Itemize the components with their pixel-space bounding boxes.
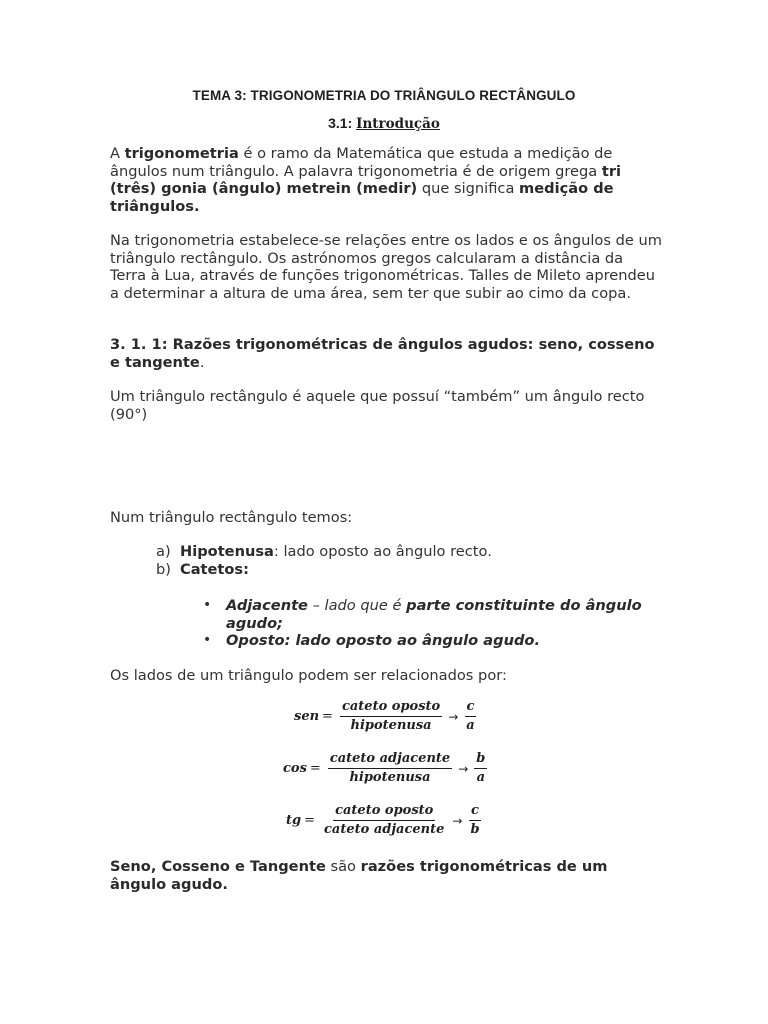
formula-result-fraction bbox=[468, 803, 481, 838]
intro-text: é o ramo da Matemática que estuda a medição de ângulos num triângulo. A palavra trigonometria é de origem grega bbox=[110, 145, 613, 180]
right-triangle-definition: Um triângulo rectângulo é aquele que possuí “também” um ângulo recto (90°) bbox=[110, 388, 645, 423]
formula-equals: = bbox=[309, 761, 321, 776]
intro-paragraph-1 bbox=[110, 145, 662, 215]
formula-fraction bbox=[328, 751, 452, 786]
list-bold: Catetos: bbox=[180, 561, 249, 578]
subtitle-number: 3.1: bbox=[328, 115, 357, 131]
formula-result-denominator: a bbox=[466, 718, 475, 733]
section-subtitle bbox=[0, 115, 768, 134]
formula-function-name: cos bbox=[283, 761, 307, 776]
list-text: : lado oposto ao ângulo recto. bbox=[273, 543, 492, 560]
conclusion-bold: Seno, Cosseno e Tangente bbox=[110, 858, 326, 875]
right-arrow-icon: → bbox=[452, 813, 463, 828]
conclusion-text: são bbox=[325, 858, 361, 875]
formula-denominator: hipotenusa bbox=[349, 770, 431, 785]
intro-text: que significa bbox=[417, 180, 520, 197]
formula-numerator: cateto oposto bbox=[340, 699, 442, 717]
formula-equals: = bbox=[304, 813, 316, 828]
document-title: TEMA 3: TRIGONOMETRIA DO TRIÂNGULO RECTÂNGULO bbox=[192, 88, 576, 103]
bullet-bold-italic: Oposto: lado oposto ao ângulo agudo bbox=[226, 632, 535, 649]
formula-cosine bbox=[283, 751, 491, 786]
formula-tangent bbox=[286, 803, 486, 838]
bullet-bold-italic: . bbox=[534, 632, 540, 649]
intro-bold-etymology: tri (três) gonia (ângulo) metrein (medir) bbox=[110, 162, 622, 197]
section-heading bbox=[110, 336, 662, 371]
intro-bold-term: trigonometria bbox=[124, 145, 239, 162]
formula-denominator: cateto adjacente bbox=[324, 822, 445, 837]
intro-paragraph-2: Na trigonometria estabelece-se relações entre os lados e os ângulos de um triângulo rectângulo. Os astrónomos gregos calcularam a distância da Terra à Lua, através de funções trigonométricas. Talles de Mileto aprendeu a determinar a altura de uma área, sem ter que subir ao cimo da copa. bbox=[110, 232, 662, 302]
right-arrow-icon: → bbox=[458, 761, 469, 776]
formula-sine bbox=[294, 699, 481, 734]
bullet-bold-italic: Adjacente bbox=[226, 597, 308, 614]
bullet-item-opposite bbox=[226, 632, 662, 650]
section-heading-end: . bbox=[199, 353, 205, 371]
bullet-icon: • bbox=[203, 632, 212, 648]
conclusion-paragraph bbox=[110, 858, 662, 893]
formula-result-denominator: a bbox=[476, 770, 486, 785]
section-heading-text: 3. 1. 1: Razões trigonométricas de ângulos agudos: seno, cosseno e tangente bbox=[110, 336, 655, 371]
bullet-item-adjacent bbox=[226, 597, 662, 632]
bullet-bold-italic: parte constituinte do ângulo agudo; bbox=[226, 597, 642, 632]
formula-fraction bbox=[322, 803, 446, 838]
triangle-has-text: Num triângulo rectângulo temos: bbox=[110, 509, 353, 526]
formula-result-numerator: c bbox=[465, 699, 477, 717]
intro-text: A bbox=[110, 145, 125, 162]
formula-result-fraction bbox=[474, 751, 487, 786]
formula-equals: = bbox=[322, 709, 333, 724]
formula-result-denominator: b bbox=[470, 822, 480, 837]
formula-function-name: sen bbox=[294, 709, 320, 724]
list-marker: b) bbox=[156, 561, 171, 578]
bullet-italic: – lado que é bbox=[307, 597, 407, 614]
right-arrow-icon: → bbox=[448, 709, 459, 724]
list-bold: Hipotenusa bbox=[180, 543, 274, 560]
intro-bold-meaning: medição de triângulos. bbox=[110, 180, 614, 215]
formula-function-name: tg bbox=[286, 813, 302, 828]
bullet-icon: • bbox=[203, 597, 212, 613]
list-marker: a) bbox=[156, 543, 171, 560]
subtitle-word: Introdução bbox=[356, 116, 440, 132]
formula-numerator: cateto oposto bbox=[333, 803, 435, 821]
formula-result-fraction bbox=[464, 699, 476, 734]
formula-result-numerator: b bbox=[474, 751, 487, 769]
conclusion-bold: razões trigonométricas de um ângulo agudo. bbox=[110, 858, 608, 893]
formula-result-numerator: c bbox=[469, 803, 481, 821]
formula-numerator: cateto adjacente bbox=[328, 751, 452, 769]
relations-intro: Os lados de um triângulo podem ser relacionados por: bbox=[110, 667, 507, 684]
formula-fraction bbox=[340, 699, 442, 734]
formula-denominator: hipotenusa bbox=[350, 718, 432, 733]
